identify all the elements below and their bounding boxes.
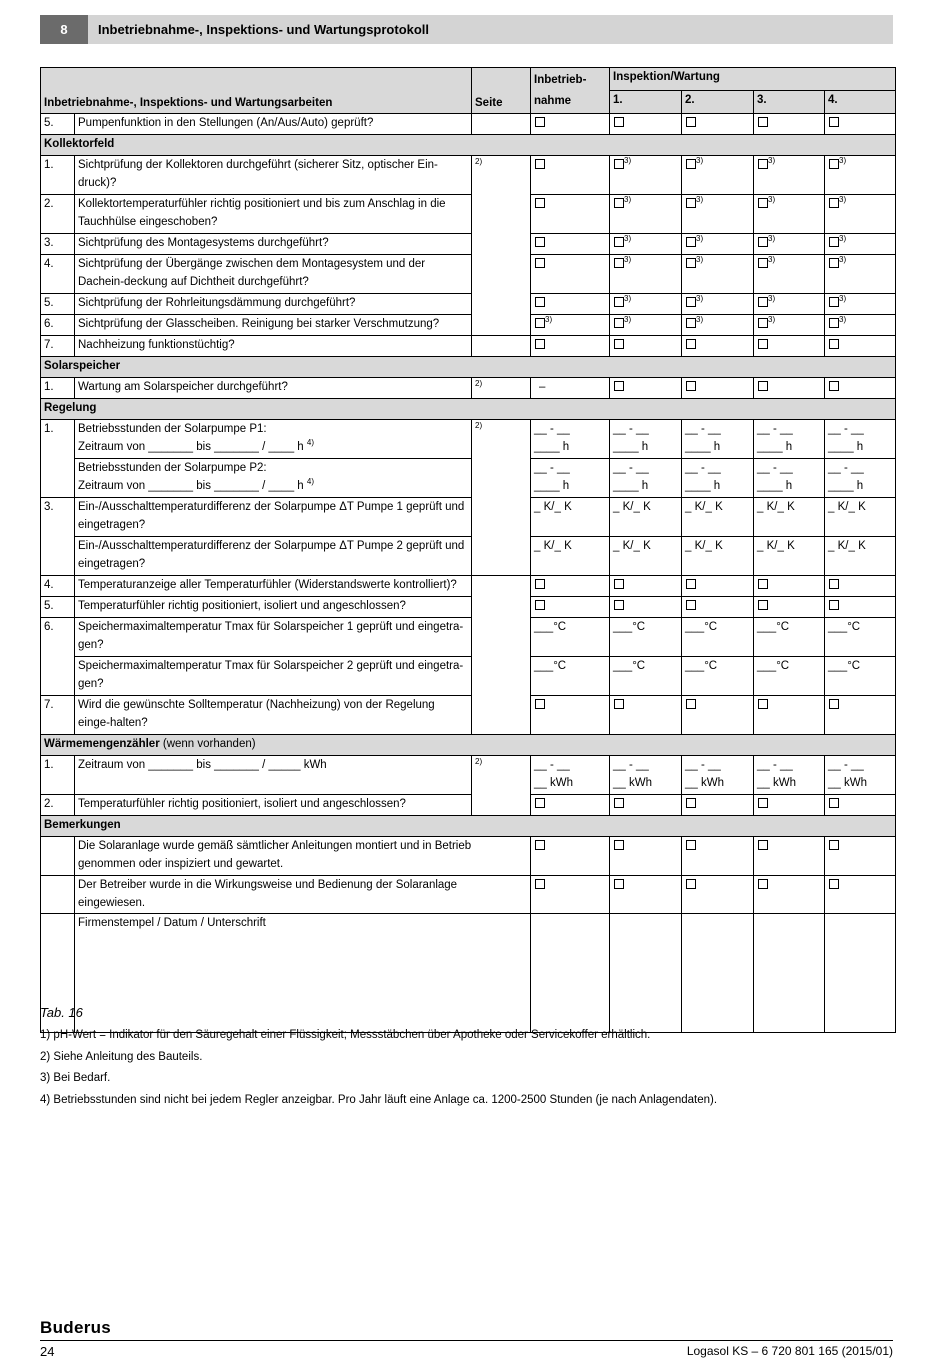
table-row: 1. Zeitraum von _______ bis _______ / _____ kWh $^{2)}$ __ - __ __ kWh __ - __ __ kWh __ - __ __ kWh __ - __ __ kWh __ - __ __ kWh bbox=[41, 756, 896, 795]
footnote: 4) Betriebsstunden sind nicht bei jedem Regler anzeigbar. Pro Jahr läuft eine Anlage ca. 1200-2500 Stunden (je nach Anlagendaten). bbox=[40, 1094, 718, 1106]
table-row: 4. Temperaturanzeige aller Temperaturfühler (Widerstandswerte kontrolliert)? bbox=[41, 576, 896, 597]
checkbox[interactable] bbox=[614, 579, 624, 589]
table-row: Der Betreiber wurde in die Wirkungsweise und Bedienung der Solaranlage eingewiesen. bbox=[41, 876, 896, 914]
col-header-i4: 4. bbox=[825, 91, 896, 114]
checkbox[interactable] bbox=[614, 318, 624, 328]
table-row: 1. Betriebsstunden der Solarpumpe P1: Zeitraum von _______ bis _______ / ____ h $^{4)}$ $^{2)}$ __ - __ ____ h __ - __ ____ h __ - __ ____ h __ - __ ____ h __ - __ ____ h bbox=[41, 420, 896, 459]
checkbox[interactable] bbox=[535, 318, 545, 328]
checkbox[interactable] bbox=[686, 258, 696, 268]
checkbox[interactable] bbox=[758, 318, 768, 328]
checkbox[interactable] bbox=[535, 579, 545, 589]
table-row: 6. Sichtprüfung der Glasscheiben. Reinigung bei starker Verschmutzung? $^{3)}$ $^{3)}$ $^{3)}$ $^{3)}$ $^{3)}$ bbox=[41, 315, 896, 336]
checkbox[interactable] bbox=[829, 198, 839, 208]
checkbox[interactable] bbox=[686, 117, 696, 127]
signature-field[interactable] bbox=[754, 914, 825, 1033]
table-row: 5. Sichtprüfung der Rohrleitungsdämmung durchgeführt? $^{3)}$ $^{3)}$ $^{3)}$ $^{3)}$ bbox=[41, 294, 896, 315]
checkbox[interactable] bbox=[758, 258, 768, 268]
checkbox[interactable] bbox=[535, 198, 545, 208]
table-row: Speichermaximaltemperatur Tmax für Solarspeicher 2 geprüft und eingetra-gen? ___°C ___°C ___°C ___°C ___°C bbox=[41, 657, 896, 696]
checkbox[interactable] bbox=[758, 600, 768, 610]
checkbox[interactable] bbox=[829, 798, 839, 808]
checkbox[interactable] bbox=[829, 840, 839, 850]
section-solarspeicher: Solarspeicher bbox=[41, 357, 896, 378]
checkbox[interactable] bbox=[686, 339, 696, 349]
checkbox[interactable] bbox=[829, 579, 839, 589]
checkbox[interactable] bbox=[535, 237, 545, 247]
signature-row: Firmenstempel / Datum / Unterschrift bbox=[41, 914, 896, 1033]
checkbox[interactable] bbox=[614, 258, 624, 268]
section-title: Inbetriebnahme-, Inspektions- und Wartungsprotokoll bbox=[98, 22, 430, 37]
table-row: 2. Kollektortemperaturfühler richtig positioniert und bis zum Anschlag in die Tauchhülse eingeschoben? $^{3)}$ $^{3)}$ $^{3)}$ $^{3)}$ bbox=[41, 195, 896, 234]
checkbox[interactable] bbox=[829, 297, 839, 307]
col-header-task: Inbetriebnahme-, Inspektions- und Wartungsarbeiten bbox=[41, 68, 472, 114]
footnote: 1) pH-Wert = Indikator für den Säuregehalt einer Flüssigkeit; Messstäbchen über Apotheke oder Servicekoffer erhältlich. bbox=[40, 1029, 651, 1041]
section-header bbox=[40, 15, 893, 44]
checkbox[interactable] bbox=[758, 879, 768, 889]
checkbox[interactable] bbox=[535, 699, 545, 709]
signature-field[interactable] bbox=[531, 914, 610, 1033]
checkbox[interactable] bbox=[829, 339, 839, 349]
section-waermemengenzaehler: Wärmemengenzähler (wenn vorhanden) bbox=[41, 735, 896, 756]
section-bemerkungen: Bemerkungen bbox=[41, 816, 896, 837]
checkbox[interactable] bbox=[614, 297, 624, 307]
checkbox[interactable] bbox=[829, 117, 839, 127]
col-header-seite: Seite bbox=[472, 68, 531, 114]
page-number: 24 bbox=[40, 1344, 55, 1359]
checkbox[interactable] bbox=[829, 258, 839, 268]
footnote: 3) Bei Bedarf. bbox=[40, 1072, 111, 1084]
checkbox[interactable] bbox=[614, 159, 624, 169]
checkbox[interactable] bbox=[535, 600, 545, 610]
checkbox[interactable] bbox=[535, 297, 545, 307]
checkbox[interactable] bbox=[535, 798, 545, 808]
checkbox[interactable] bbox=[614, 699, 624, 709]
checkbox[interactable] bbox=[758, 840, 768, 850]
checkbox[interactable] bbox=[614, 879, 624, 889]
checkbox[interactable] bbox=[758, 339, 768, 349]
checkbox[interactable] bbox=[758, 579, 768, 589]
checkbox[interactable] bbox=[614, 840, 624, 850]
table-caption: Tab. 16 bbox=[40, 1005, 83, 1020]
brand-logo: Buderus bbox=[40, 1318, 112, 1337]
checkbox[interactable] bbox=[614, 339, 624, 349]
col-header-i3: 3. bbox=[754, 91, 825, 114]
footnote: 2) Siehe Anleitung des Bauteils. bbox=[40, 1051, 203, 1063]
col-header-inbetrieb: Inbetrieb- nahme bbox=[531, 68, 610, 114]
col-header-i1: 1. bbox=[610, 91, 682, 114]
checkbox[interactable] bbox=[686, 297, 696, 307]
checkbox[interactable] bbox=[614, 381, 624, 391]
checkbox[interactable] bbox=[686, 798, 696, 808]
section-number: 8 bbox=[40, 15, 88, 44]
checkbox[interactable] bbox=[686, 237, 696, 247]
signature-field[interactable] bbox=[682, 914, 754, 1033]
table-row: 5. Temperaturfühler richtig positioniert, isoliert und angeschlossen? bbox=[41, 597, 896, 618]
checkbox[interactable] bbox=[686, 600, 696, 610]
table-row: Ein-/Ausschalttemperaturdifferenz der Solarpumpe ΔT Pumpe 2 geprüft und eingetragen? _ K/_ K _ K/_ K _ K/_ K _ K/_ K _ K/_ K bbox=[41, 537, 896, 576]
checkbox[interactable] bbox=[758, 297, 768, 307]
table-row: 3. Sichtprüfung des Montagesystems durchgeführt? $^{3)}$ $^{3)}$ $^{3)}$ $^{3)}$ bbox=[41, 234, 896, 255]
table-row: 7. Wird die gewünschte Solltemperatur (Nachheizung) von der Regelung einge-halten? bbox=[41, 696, 896, 735]
col-header-inspektion: Inspektion/Wartung bbox=[610, 68, 896, 91]
section-regelung: Regelung bbox=[41, 399, 896, 420]
table-row: 1. Sichtprüfung der Kollektoren durchgeführt (sicherer Sitz, optischer Ein-druck)? $^{2)}$ $^{3)}$ $^{3)}$ $^{3)}$ $^{3)}$ bbox=[41, 156, 896, 195]
checkbox[interactable] bbox=[758, 237, 768, 247]
checkbox[interactable] bbox=[758, 159, 768, 169]
footer-divider bbox=[40, 1340, 893, 1341]
checkbox[interactable] bbox=[535, 879, 545, 889]
signature-field[interactable] bbox=[825, 914, 896, 1033]
table-row: Die Solaranlage wurde gemäß sämtlicher Anleitungen montiert und in Betrieb genommen oder inspiziert und gewartet. bbox=[41, 837, 896, 876]
checkbox[interactable] bbox=[686, 579, 696, 589]
checkbox[interactable] bbox=[829, 237, 839, 247]
checkbox[interactable] bbox=[686, 159, 696, 169]
table-row: 1. Wartung am Solarspeicher durchgeführt? $^{2)}$ – bbox=[41, 378, 896, 399]
checkbox[interactable] bbox=[614, 198, 624, 208]
checkbox[interactable] bbox=[535, 159, 545, 169]
checkbox[interactable] bbox=[829, 699, 839, 709]
table-row: 3. Ein-/Ausschalttemperaturdifferenz der Solarpumpe ΔT Pumpe 1 geprüft und eingetragen? _ K/_ K _ K/_ K _ K/_ K _ K/_ K _ K/_ K bbox=[41, 498, 896, 537]
checkbox[interactable] bbox=[686, 198, 696, 208]
checkbox[interactable] bbox=[614, 600, 624, 610]
checkbox[interactable] bbox=[758, 798, 768, 808]
checkbox[interactable] bbox=[829, 381, 839, 391]
table-row: 5. Pumpenfunktion in den Stellungen (An/Aus/Auto) geprüft? bbox=[41, 114, 896, 135]
checkbox[interactable] bbox=[535, 840, 545, 850]
checkbox[interactable] bbox=[829, 159, 839, 169]
checkbox[interactable] bbox=[758, 381, 768, 391]
checkbox[interactable] bbox=[829, 600, 839, 610]
checkbox[interactable] bbox=[829, 318, 839, 328]
checkbox[interactable] bbox=[758, 198, 768, 208]
table-row: Betriebsstunden der Solarpumpe P2: Zeitraum von _______ bis _______ / ____ h $^{4)}$ __ - __ ____ h __ - __ ____ h __ - __ ____ h __ - __ ____ h __ - __ ____ h bbox=[41, 459, 896, 498]
document-id: Logasol KS – 6 720 801 165 (2015/01) bbox=[686, 1344, 893, 1358]
table-row: 7. Nachheizung funktionstüchtig? bbox=[41, 336, 896, 357]
checkbox[interactable] bbox=[686, 840, 696, 850]
checkbox[interactable] bbox=[829, 879, 839, 889]
checkbox[interactable] bbox=[686, 879, 696, 889]
signature-field[interactable] bbox=[610, 914, 682, 1033]
table-row: 6. Speichermaximaltemperatur Tmax für Solarspeicher 1 geprüft und eingetra-gen? ___°C ___°C ___°C ___°C ___°C bbox=[41, 618, 896, 657]
col-header-i2: 2. bbox=[682, 91, 754, 114]
checkbox[interactable] bbox=[686, 318, 696, 328]
table-row: 2. Temperaturfühler richtig positioniert, isoliert und angeschlossen? bbox=[41, 795, 896, 816]
checkbox[interactable] bbox=[614, 798, 624, 808]
checkbox[interactable] bbox=[758, 117, 768, 127]
section-kollektorfeld: Kollektorfeld bbox=[41, 135, 896, 156]
table-row: 4. Sichtprüfung der Übergänge zwischen dem Montagesystem und der Dachein-deckung auf Dichtheit durchgeführt? $^{3)}$ $^{3)}$ $^{3)}$ $^{3)}$ bbox=[41, 255, 896, 294]
protocol-table bbox=[40, 67, 896, 1033]
checkbox[interactable] bbox=[535, 117, 545, 127]
checkbox[interactable] bbox=[535, 258, 545, 268]
checkbox[interactable] bbox=[535, 339, 545, 349]
checkbox[interactable] bbox=[614, 237, 624, 247]
checkbox[interactable] bbox=[686, 381, 696, 391]
checkbox[interactable] bbox=[686, 699, 696, 709]
checkbox[interactable] bbox=[758, 699, 768, 709]
checkbox[interactable] bbox=[614, 117, 624, 127]
